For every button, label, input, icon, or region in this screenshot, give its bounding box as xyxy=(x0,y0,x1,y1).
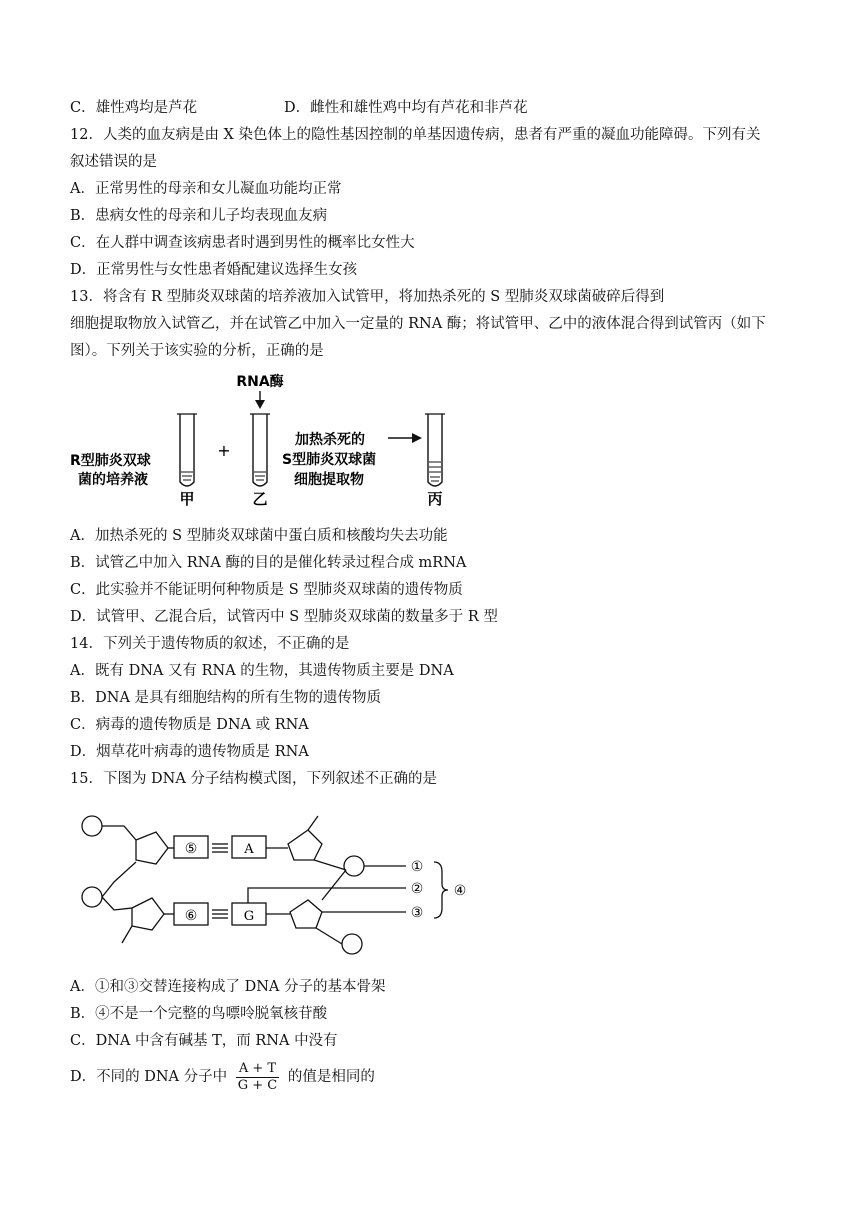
left-label-line1: R型肺炎双球 xyxy=(70,453,151,469)
question-12-stem: 12．人类的血友病是由 X 染色体上的隐性基因控制的单基因遗传病，患者有严重的凝血功能障碍。下列有关 xyxy=(70,127,761,143)
question-13-option-b: B．试管乙中加入 RNA 酶的目的是催化转录过程合成 mRNA xyxy=(70,555,467,571)
test-tube-yi xyxy=(250,414,270,486)
tube-label-jia: 甲 xyxy=(179,490,195,508)
tube-label-bing: 丙 xyxy=(427,490,443,508)
option-c-line: C．雄性鸡均是芦花 xyxy=(70,100,198,116)
base-adenine: A xyxy=(244,842,254,857)
base-label-6: ⑥ xyxy=(184,908,198,924)
base-guanine: G xyxy=(243,909,255,924)
circled-label-2: ② xyxy=(410,881,424,897)
circled-label-4: ④ xyxy=(453,883,467,899)
base-label-5: ⑤ xyxy=(184,841,198,857)
circled-label-1: ① xyxy=(410,859,424,875)
phosphate-circle xyxy=(82,887,102,907)
question-14-option-d: D．烟草花叶病毒的遗传物质是 RNA xyxy=(70,744,309,760)
circled-label-3: ③ xyxy=(410,905,424,921)
phosphate-circle xyxy=(82,816,102,836)
left-label-line2: 菌的培养液 xyxy=(78,472,148,488)
option-d-prefix: D．不同的 DNA 分子中 xyxy=(70,1069,228,1085)
tube-label-yi: 乙 xyxy=(252,490,268,508)
question-13-option-a: A．加热杀死的 S 型肺炎双球菌中蛋白质和核酸均失去功能 xyxy=(70,528,448,544)
question-12-option-c: C．在人群中调查该病患者时遇到男性的概率比女性大 xyxy=(70,235,415,251)
question-13-stem: 13．将含有 R 型肺炎双球菌的培养液加入试管甲，将加热杀死的 S 型肺炎双球菌破碎后得到 xyxy=(70,289,665,305)
option-d-suffix: 的值是相同的 xyxy=(287,1069,375,1085)
question-15-option-c: C．DNA 中含有碱基 T，而 RNA 中没有 xyxy=(70,1033,338,1049)
question-15-option-b: B．④不是一个完整的鸟嘌呤脱氧核苷酸 xyxy=(70,1006,328,1022)
question-14-option-c: C．病毒的遗传物质是 DNA 或 RNA xyxy=(70,717,309,733)
question-12-option-a: A．正常男性的母亲和女儿凝血功能均正常 xyxy=(70,181,342,197)
question-12-stem-cont: 叙述错误的是 xyxy=(70,154,157,170)
question-13-stem-cont2: 图）。下列关于该实验的分析，正确的是 xyxy=(70,343,324,359)
rna-enzyme-label: RNA酶 xyxy=(236,374,284,390)
mid-label-line2: S型肺炎双球菌 xyxy=(282,452,377,468)
dna-structure-figure xyxy=(70,800,470,965)
question-12-option-b: B．患病女性的母亲和儿子均表现血友病 xyxy=(70,208,328,224)
fraction-numerator: A + T xyxy=(236,1061,280,1078)
plus-sign: + xyxy=(217,441,231,460)
experiment-figure xyxy=(70,372,470,512)
test-tube-jia xyxy=(177,414,197,486)
question-15-stem: 15．下图为 DNA 分子结构模式图，下列叙述不正确的是 xyxy=(70,771,437,787)
question-15-option-d xyxy=(70,1058,375,1096)
mid-label-line3: 细胞提取物 xyxy=(294,472,364,488)
question-14-stem: 14．下列关于遗传物质的叙述，不正确的是 xyxy=(70,636,350,652)
question-13-stem-cont: 细胞提取物放入试管乙，并在试管乙中加入一定量的 RNA 酶；将试管甲、乙中的液体混合得到试管丙（如下 xyxy=(70,316,766,332)
question-14-option-a: A．既有 DNA 又有 RNA 的生物，其遗传物质主要是 DNA xyxy=(70,663,454,679)
fraction-denominator: G + C xyxy=(237,1077,278,1093)
ratio-fraction xyxy=(236,1061,280,1094)
question-15-option-a: A．①和③交替连接构成了 DNA 分子的基本骨架 xyxy=(70,979,386,995)
option-d-line: D．雌性和雄性鸡中均有芦花和非芦花 xyxy=(284,100,528,116)
question-13-option-d: D．试管甲、乙混合后，试管丙中 S 型肺炎双球菌的数量多于 R 型 xyxy=(70,609,498,625)
question-12-option-d: D．正常男性与女性患者婚配建议选择生女孩 xyxy=(70,262,358,278)
mid-label-line1: 加热杀死的 xyxy=(295,432,365,448)
question-13-option-c: C．此实验并不能证明何种物质是 S 型肺炎双球菌的遗传物质 xyxy=(70,582,463,598)
question-14-option-b: B．DNA 是具有细胞结构的所有生物的遗传物质 xyxy=(70,690,382,706)
test-tube-bing xyxy=(425,414,445,486)
